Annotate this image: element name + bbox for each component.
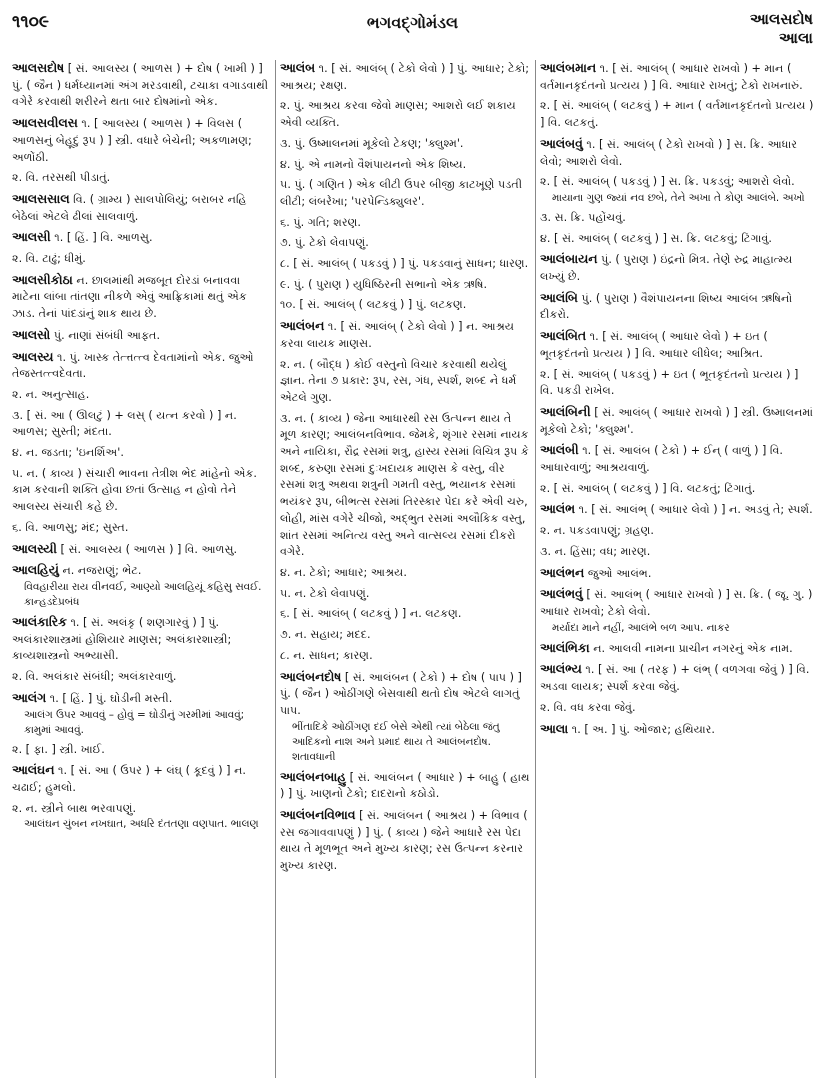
guide-word-first: આલસદોષ xyxy=(749,10,813,28)
definition-text: ૧. [ સં. આલંબ્ ( ટેકો રાખવો ) ] સ. ક્રિ. આધાર લેવો; આશરો લેવો. xyxy=(540,137,798,168)
dictionary-entry xyxy=(540,251,814,285)
definition-text: [ સં. આલંબન ( ટેકો ) + દોષ ( પાપ ) ] પું. ( જૈન ) ઓઠીંગણે બેસવાથી થતો દોષ એટલે લાગતું પાપ. xyxy=(280,670,522,717)
definition-text: ૧. [ સં. આલંબ ( ટેકો ) + ઈન્ ( વાળું ) ] વિ. આધારવાળું; આશ્રયવાળું. xyxy=(540,444,783,475)
headword: આલંબવું xyxy=(540,135,583,151)
dictionary-entry xyxy=(280,648,530,665)
definition-text: પું. નાણાં સંબંધી આફત. xyxy=(53,328,161,342)
dictionary-entry xyxy=(12,614,270,665)
headword: આલસવીલસ xyxy=(12,115,78,131)
dictionary-entry xyxy=(280,136,530,153)
definition-text: ૬. વિ. આળસુ; મંદ; સુસ્ત. xyxy=(12,520,129,534)
definition-text: ૧. [ સં. આલંબ્ ( આધાર રાખવો ) + માન ( વર્તમાનકૃદંતનો પ્રત્યય ) ] વિ. આધાર રાખતું; ટેકો રાખનારું. xyxy=(540,62,803,92)
definition-text: ૬. [ સં. આલંબ્ ( લટકવું ) ] ન. લટકણ. xyxy=(280,607,462,621)
definition-text: ૯. પું. ( પુરાણ ) યુધિષ્ઠિરની સભાનો એક ઋષિ. xyxy=(280,277,488,291)
definition-text: ૪. પું. એ નામનો વૈશંપાયનનો એક શિષ્ય. xyxy=(280,157,467,171)
definition-text: ન. આલવી નામના પ્રાચીન નગરનું એક નામ. xyxy=(593,641,793,655)
definition-text: ૪. [ સં. આલંબ્ ( લટકવું ) ] સ. ક્રિ. લટકવું; ટિંગાવું. xyxy=(540,231,772,245)
dictionary-entry xyxy=(540,60,814,94)
dictionary-entry xyxy=(280,627,530,644)
definition-text: ૧. [ સં. આલંબ્ ( આધાર લેવો ) + ઇત ( ભૂતકૃદંતનો પ્રત્યય ) ] વિ. આધાર લીધેલ; આશ્રિત. xyxy=(540,330,768,360)
dictionary-entry xyxy=(12,349,270,383)
citation-quote: માયાના ગુણ જ્યાં નવ છબે, તેને અખા તે કોણ આલંબે. અખો xyxy=(552,191,805,204)
headword: આલંબન xyxy=(280,318,325,334)
definition-text: ૨. [ સં. આલંબ્ ( પકડવું ) + ઇત ( ભૂતકૃદંતનો પ્રત્યય ) ] વિ. પકડી રાખેલ. xyxy=(540,367,799,398)
dictionary-entry xyxy=(12,466,270,516)
definition-text: ૫. ન. ટેકો લેવાપણું. xyxy=(280,586,370,600)
dictionary-entry xyxy=(12,251,270,268)
definition-text: ૨. વિ. વધ કરવા જેવું. xyxy=(540,700,636,714)
definition-text: ૧. [ હિં. ] પું. ઘોડીની મસ્તી. xyxy=(49,691,173,705)
headword: આલંભન xyxy=(540,564,585,580)
definition-text: ન. નજરાણું; ભેટ. xyxy=(62,564,142,578)
definition-text: ૨. [ ફા. ] સ્ત્રી. ખાઈ. xyxy=(12,742,105,756)
definition-text: ૩. પું. ઉષ્માલનમાં મૂકેલો ટેકણ; 'ક્લુશ્મ'. xyxy=(280,136,464,150)
definition-text: ૨. ન. પકડવાપણું; ગ્રહણ. xyxy=(540,524,654,538)
dictionary-entry xyxy=(280,606,530,623)
definition-text: ૩. [ સં. આ ( ઊલટું ) + લસ્ ( યત્ન કરવો ) ] ન. આળસ; સુસ્તી; મંદતા. xyxy=(12,408,237,439)
headword: આલંભવું xyxy=(540,586,583,602)
dictionary-entry xyxy=(540,98,814,131)
definition-text: ૧. પું. ખાસ્ક તેત્ત્તત્ત્વ દેવતામાંનો એક. જુઓ તેજસ્તત્ત્વદેવતા. xyxy=(12,350,254,381)
definition-text: ૮. ન. સાધન; કારણ. xyxy=(280,648,373,662)
dictionary-entry xyxy=(280,357,530,407)
definition-text: [ સં. આલંભ્ ( આધાર રાખવો ) ] સ. ક્રિ. ( જૂ. ગુ. ) આધાર રાખવો; ટેકો લેવો. xyxy=(540,588,813,618)
dictionary-entry xyxy=(280,297,530,314)
definition-text: ૬. પું. ગતિ; શરણ. xyxy=(280,215,361,229)
dictionary-entry xyxy=(12,408,270,441)
dictionary-entry xyxy=(12,445,270,462)
definition-text: [ સં. આલંબ્ ( આધાર રાખવો ) ] સ્ત્રી. ઉષ્માલનમાં મૂકેલો ટેકો; 'ક્લુશ્મ'. xyxy=(540,405,814,436)
citation-quote: આલંઘન ચુંબન નખઘાત, અધરિ દંતતણા વણપાત. ભાલણ xyxy=(24,818,259,831)
dictionary-entry xyxy=(12,762,270,796)
dictionary-entry xyxy=(12,520,270,537)
dictionary-entry xyxy=(540,442,814,476)
definition-text: ૨. વિ. ટાઢું; ધીમું. xyxy=(12,252,86,266)
definition-text: ૨. ન. અનુત્સાહ. xyxy=(12,387,90,401)
dictionary-entry xyxy=(12,690,270,738)
headword: આલંગ xyxy=(12,689,47,705)
dictionary-entry xyxy=(540,544,814,561)
headword: આલંઘન xyxy=(12,762,55,778)
definition-text: ૫. ન. ( કાવ્ય ) સંચારી ભાવના તેત્રીશ ભેદ માંહેનો એક. કામ કરવાની શક્તિ હોવા છતાં ઉત્સાહ ન હોવો તેને આલસ્ય સંચારી કહે છે. xyxy=(12,466,257,514)
headword: આલસીકોઠા xyxy=(12,271,73,287)
headword: આલંબનવિભાવ xyxy=(280,807,356,823)
definition-text: [ સં. આલસ્ય ( આળસ ) + દોષ ( ખામી ) ] પું. ( જૈન ) ધર્મધ્યાનમાં અંગ મરડવાથી, ટચાકા વગાડવાથી વગેરે કરવાથી શરીરને થતા બાર દોષમાંનો એક. xyxy=(12,62,269,109)
headword: આલસો xyxy=(12,326,51,342)
definition-text: ૨. [ સં. આલંબ્ ( લટકવું ) ] વિ. લટકતું; ટિંગાતું. xyxy=(540,481,756,495)
dictionary-entry xyxy=(12,669,270,686)
dictionary-entry xyxy=(540,565,814,583)
dictionary-entry xyxy=(280,769,530,803)
dictionary-entry xyxy=(12,387,270,404)
dictionary-entry xyxy=(540,721,814,739)
dictionary-entry xyxy=(540,481,814,498)
running-title: ભગવદ્ગોમંડલ xyxy=(366,13,459,32)
dictionary-entry xyxy=(280,318,530,352)
headword: આલસી xyxy=(12,229,51,245)
guide-word-last: આલા xyxy=(778,29,813,47)
headword: આલા xyxy=(540,720,569,736)
citation-quote: ભીંતાદિકે ઓઠીંગણ દઈ બેસે એથી ત્યાં બેઠેલા જંતુ આદિકનો નાશ અને પ્રમાદ થાય તે આલંબનદોષ. શતાવધાની xyxy=(292,720,500,763)
definition-text: ૨. વિ. તરસથી પીડાતું. xyxy=(12,171,111,185)
headword: આલંકારિક xyxy=(12,613,67,629)
dictionary-entry xyxy=(540,661,814,695)
dictionary-entry xyxy=(540,290,814,324)
definition-text: પું. ( પુરાણ ) ઇંદ્રનો મિત્ર. તેણે રુદ્ર માહાત્મ્ય લખ્યું છે. xyxy=(540,253,793,284)
dictionary-entry xyxy=(280,277,530,294)
definition-text: ૨. પું. આશ્રય કરવા જેવો માણસ; આશરો લઈ શકાય એવી વ્યક્તિ. xyxy=(280,99,516,130)
column-divider xyxy=(535,60,536,1078)
dictionary-entry xyxy=(12,742,270,759)
headword: આલંબિત xyxy=(540,328,587,344)
dictionary-entry xyxy=(280,586,530,603)
dictionary-entry xyxy=(540,523,814,540)
definition-text: ૧. [ હિં. ] વિ. આળસુ. xyxy=(54,231,153,245)
dictionary-entry xyxy=(12,170,270,187)
definition-text: ૨. ન. ( બૌદ્ધ ) કોઈ વસ્તુનો વિચાર કરવાથી થયેલું જ્ઞાન. તેના ૭ પ્રકાર: રૂપ, રસ, ગંધ, સ્પર્શ, શબ્દ ને ધર્મ એટલે ગુણ. xyxy=(280,357,517,404)
definition-text: [ સં. આલસ્ય ( આળસ ) ] વિ. આળસુ. xyxy=(60,542,238,556)
dictionary-entry xyxy=(280,215,530,232)
definition-text: [ સં. આલંબન ( આધાર ) + બાહુ ( હાથ ) ] પું. ખાણનો ટેકો; દાદરાનો કઠોડો. xyxy=(280,770,530,801)
dictionary-entry xyxy=(540,640,814,658)
dictionary-entry xyxy=(540,367,814,400)
dictionary-entry xyxy=(280,411,530,561)
dictionary-entry xyxy=(540,210,814,227)
headword: આલંભિકા xyxy=(540,639,590,655)
definition-text: ૧. [ આલસ્ય ( આળસ ) + વિલસ ( આળસનું બેહૂદું રૂપ ) ] સ્ત્રી. વધારે બેચેની; અકળામણ; અળોંઠી. xyxy=(12,117,252,164)
definition-text: ૩. ન. ( કાવ્ય ) જેના આધારથી રસ ઉત્પન્ન થાય તે મૂળ કારણ; આલંબનવિભાવ. જેમકે, શૃંગાર રસમાં નાયક અને નાયિકા, રૌદ્ર રસમાં શત્રુ, હાસ્ય રસમાં વિચિત્ર રૂપ કે શબ્દ, કરુણા રસમાં દુઃખદાયક માણસ કે વસ્તુ, વીર રસમાં શત્રુ અથવા શત્રુની ગમતી વસ્તુ, ભયાનક રસમાં ભયંકર રૂપ, બીભત્સ રસમાં તિરસ્કાર પેદા કરે એવી ચરુ, લોહી, માંસ વગેરે ચીજો, અદ્ભુત રસમાં અલૌકિક વસ્તુ, શાંત રસમાં અનિત્ય વસ્તુ અને વાત્સલ્ય રસમાં દીકરો વગેરે. xyxy=(280,411,529,559)
headword: આલસ્ય xyxy=(12,348,54,364)
dictionary-entry xyxy=(540,404,814,438)
dictionary-entry xyxy=(12,562,270,610)
definition-text: ૫. પું. ( ગણિત ) એક લીટી ઉપર બીજી કાટખૂણે પડતી લીટી; લંબરેખા; 'પરપેન્ડિક્યુલર'. xyxy=(280,178,523,208)
dictionary-entry xyxy=(540,231,814,248)
definition-text: ૪. ન. જડતા; 'ઇનર્શિઅ'. xyxy=(12,446,124,460)
citation-quote: મર્યાદા માને નહીં, આલંભે બળ આપ. નાકર xyxy=(552,621,730,634)
headword: આલંબિ xyxy=(540,289,578,305)
dictionary-entry xyxy=(540,328,814,362)
dictionary-entry xyxy=(540,586,814,635)
definition-text: ૩. સ. ક્રિ. પહોંચવું. xyxy=(540,210,626,224)
dictionary-entry xyxy=(540,174,814,206)
dictionary-entry xyxy=(12,327,270,345)
definition-text: ૧. [ અ. ] પું. ઓજાર; હથિયાર. xyxy=(571,722,715,736)
definition-text: ૧. [ સં. અલંકૃ ( શણગારવું ) ] પું. અલંકારશાસ્ત્રમાં હોશિયાર માણસ; અલંકારશાસ્ત્રી; કાવ્યશાસ્ત્રનો અભ્યાસી. xyxy=(12,615,232,663)
dictionary-entry xyxy=(540,700,814,717)
headword: આલંબનબાહુ xyxy=(280,768,347,784)
headword: આલંબી xyxy=(540,442,579,458)
definition-text: પું. ( પુરાણ ) વૈશંપાયનના શિષ્ય આલંબ ઋષિનો દીકરો. xyxy=(540,291,793,322)
headword: આલહિયું xyxy=(12,562,59,578)
headword: આલંબિની xyxy=(540,403,591,419)
citation-quote: આલંગ ઉપર આવવું – હોવું = ઘોડીનું ગરમીમાં આવવું; કામુમાં આવવું. xyxy=(24,708,245,736)
headword: આલસસાલ xyxy=(12,190,70,206)
page-header xyxy=(0,0,825,58)
guide-words xyxy=(750,10,813,48)
definition-text: ૨. ન. સ્ત્રીને બાથ ભરવાપણું. xyxy=(12,801,137,815)
definition-text: ૨. વિ. અલંકાર સંબંધી; અલંકારવાળું. xyxy=(12,670,177,684)
headword: આલંબનદોષ xyxy=(280,668,342,684)
dictionary-entry xyxy=(12,801,270,833)
dictionary-column-3 xyxy=(540,60,814,742)
headword: આલંભ xyxy=(540,501,576,517)
definition-text: ૧. [ સં. આલંભ્ ( આધાર લેવો ) ] ન. અડવું તે; સ્પર્શ. xyxy=(578,503,813,517)
dictionary-column-2 xyxy=(280,60,530,879)
definition-text: વિ. ( ગ્રામ્ય ) સાલપોલિયું; બરાબર નહિ બેઠેલાં એટલે ઢીલાં સાલવાળું. xyxy=(12,192,247,223)
column-divider xyxy=(275,60,276,1078)
dictionary-entry xyxy=(280,177,530,210)
dictionary-entry xyxy=(280,157,530,174)
definition-text: ૭. ન. સહાય; મદદ. xyxy=(280,628,371,642)
definition-text: ૮. [ સં. આલંબ્ ( પકડવું ) ] પું. પકડવાનું સાધન; ધારણ. xyxy=(280,257,529,271)
definition-text: ૧. [ સં. આ ( તરફ ) + લંભ્ ( વળગવા જેવું ) ] વિ. અડવા લાયક; સ્પર્શ કરવા જેવું. xyxy=(540,663,810,694)
dictionary-entry xyxy=(540,136,814,170)
definition-text: ૨. [ સં. આલંબ્ ( લટકવું ) + માન ( વર્તમાનકૃદંતનો પ્રત્યય ) ] વિ. લટકતું. xyxy=(540,99,814,130)
dictionary-entry xyxy=(280,256,530,273)
dictionary-entry xyxy=(280,669,530,765)
dictionary-entry xyxy=(280,60,530,94)
headword: આલંબ xyxy=(280,60,316,75)
dictionary-entry xyxy=(280,235,530,252)
definition-text: ૨. [ સં. આલંબ્ ( પકડવું ) ] સ. ક્રિ. પકડવું; આશરો લેવો. xyxy=(540,175,795,189)
definition-text: ૭. પું. ટેકો લેવાપણું. xyxy=(280,236,369,250)
dictionary-entry xyxy=(280,98,530,131)
definition-text: ૧. [ સં. આલંબ્ ( ટેકો લેવો ) ] પું. આધાર; ટેકો; આશ્રય; રક્ષણ. xyxy=(280,62,530,92)
dictionary-entry xyxy=(12,115,270,166)
headword: આલંબાયન xyxy=(540,251,598,267)
headword: આલંબમાન xyxy=(540,60,597,75)
definition-text: [ સં. આલંબન ( આશ્રય ) + વિભાવ ( રસ જગાવવાપણું ) ] પું. ( કાવ્ય ) જેને આધારે રસ પેદા થાય તે મૂળભૂત અને મુખ્ય કારણ; રસ ઉત્પન્ન કરનાર મુખ્ય કારણ. xyxy=(280,809,528,873)
definition-text: ન. છાલમાંથી મજબૂત દોરડાં બનાવવા માટેના લાંબા તાંતણા નીકળે એવું આફ્રિકામાં થતું એક ઝાડ. તેનાં પાંદડાંનું શાક થાય છે. xyxy=(12,273,247,321)
dictionary-entry xyxy=(280,807,530,875)
headword: આલંભ્ય xyxy=(540,661,582,677)
headword: આલસ્યી xyxy=(12,540,57,556)
definition-text: ૪. ન. ટેકો; આધાર; આશ્રય. xyxy=(280,565,407,579)
dictionary-entry xyxy=(12,229,270,247)
definition-text: જુઓ આલંભ. xyxy=(587,566,652,580)
definition-text: ૧. [ સં. આ ( ઉપર ) + લંઘ્ ( કૂદવું ) ] ન. ચઢાઈ; હુમલો. xyxy=(12,764,246,794)
dictionary-column-1 xyxy=(12,60,270,836)
dictionary-entry xyxy=(12,541,270,559)
definition-text: ૧. [ સં. આલંબ્ ( ટેકો લેવો ) ] ન. આશ્રય કરવા લાયક માણસ. xyxy=(280,320,515,350)
page-number: ૧૧૦૯ xyxy=(12,12,49,32)
dictionary-entry xyxy=(280,565,530,582)
definition-text: ૩. ન. હિંસા; વધ; મારણ. xyxy=(540,544,651,558)
dictionary-entry xyxy=(12,272,270,323)
definition-text: ૧૦. [ સં. આલંબ્ ( લટકવું ) ] પું. લટકણ. xyxy=(280,298,467,312)
citation-quote: વિવહારીયા રાય વીનવઈ, આણ્યો આલહિયૂં કહિસુ સવઈ. કાન્હડદેપ્રબંધ xyxy=(24,580,262,608)
dictionary-entry xyxy=(540,501,814,519)
dictionary-entry xyxy=(12,191,270,225)
headword: આલસદોષ xyxy=(12,60,65,75)
dictionary-entry xyxy=(12,60,270,111)
